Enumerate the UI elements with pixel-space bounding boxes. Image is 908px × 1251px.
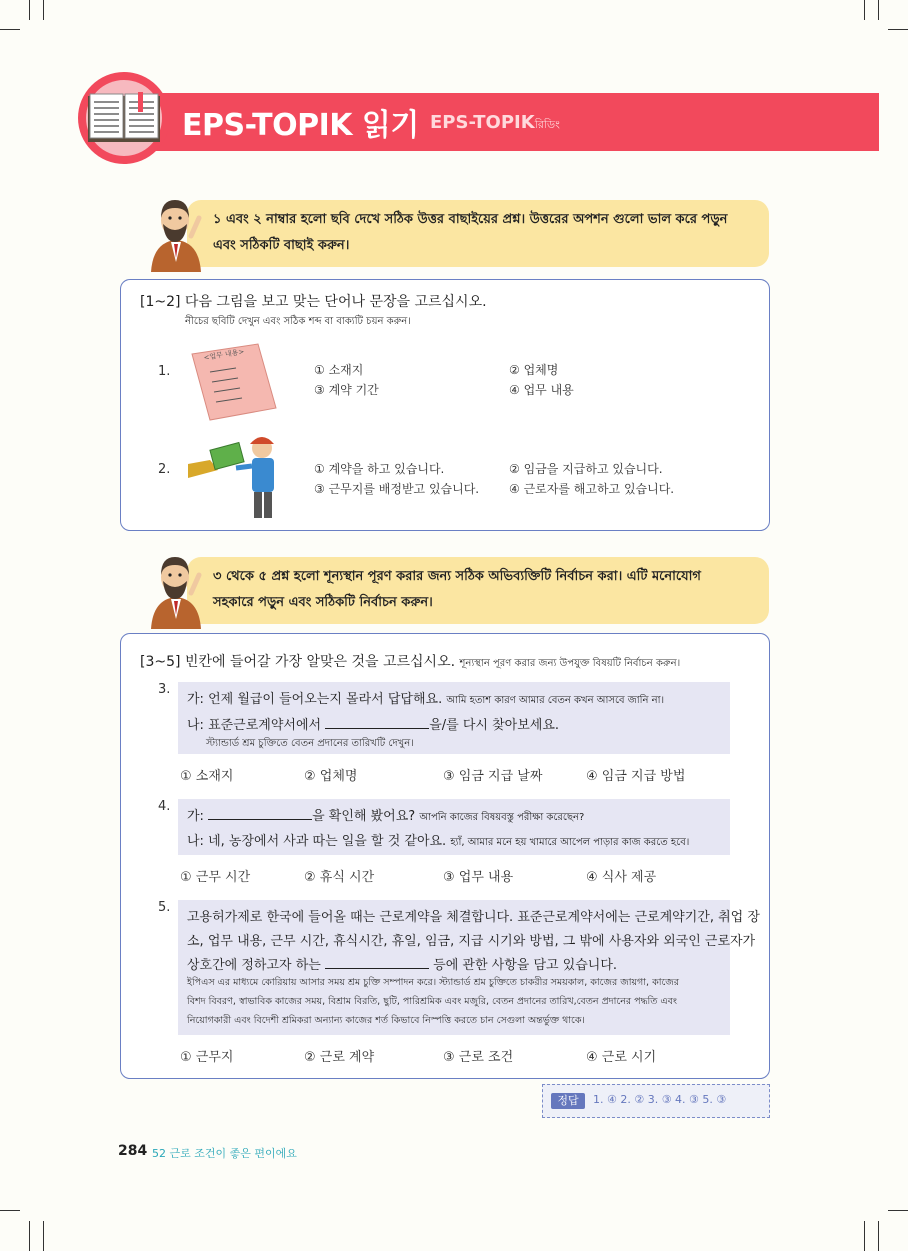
- answer-text: 1. ④ 2. ② 3. ③ 4. ③ 5. ③: [593, 1093, 727, 1106]
- crop-mark: [29, 0, 30, 20]
- line-ko-pre: 나: 표준근로계약서에서: [187, 718, 322, 733]
- line-ko: 가: 언제 월급이 들어오는지 몰라서 답답해요.: [187, 692, 443, 707]
- question-number: 3.: [158, 682, 171, 697]
- option-3[interactable]: ③ 임금 지급 날짜: [443, 769, 543, 784]
- chapter-title: 52 근로 조건이 좋은 편이에요: [152, 1147, 297, 1160]
- option-2[interactable]: ② 휴식 시간: [304, 870, 375, 885]
- passage-line: [187, 954, 617, 973]
- page-subtitle: [430, 112, 560, 135]
- crop-mark: [864, 1221, 865, 1251]
- crop-mark: [29, 1221, 30, 1251]
- dialogue-line: [187, 830, 689, 852]
- question-number: 4.: [158, 799, 171, 814]
- crop-mark: [878, 0, 879, 20]
- crop-mark: [0, 1210, 20, 1211]
- option-2[interactable]: ② 업체명: [509, 363, 559, 377]
- option-3[interactable]: ③ 근무지를 배정받고 있습니다.: [314, 482, 480, 496]
- passage-translation: নিয়োগকারী এবং বিদেশী শ্রমিকরা অন্যান্য কাজের শর্ত কিভাবে নিস্পত্তি করতে চান সেগুলা অন্তর্ভুক্ত থাকে।: [187, 1015, 585, 1026]
- document-illustration: [190, 342, 280, 422]
- line-ko-post: 을/를 다시 찾아보세요.: [429, 718, 560, 733]
- option-4[interactable]: ④ 근로자를 해고하고 있습니다.: [509, 482, 675, 496]
- book-icon: [86, 92, 162, 146]
- line-ko-post: 을 확인해 봤어요?: [312, 809, 416, 824]
- option-2[interactable]: ② 임금을 지급하고 있습니다.: [509, 462, 663, 476]
- dialogue-translation: স্ট্যান্ডার্ড শ্রম চুক্তিতে বেতন প্রদানের তারিখটি দেখুন।: [206, 738, 414, 749]
- section-subtitle: নীচের ছবিটি দেখুন এবং সঠিক শব্দ বা বাক্যটি চয়ন করুন।: [185, 316, 411, 327]
- crop-mark: [878, 1221, 879, 1251]
- option-4[interactable]: ④ 근로 시기: [586, 1050, 657, 1065]
- line-ko-pre: 가:: [187, 809, 204, 824]
- section-title: [140, 651, 680, 673]
- option-1[interactable]: ① 계약을 하고 있습니다.: [314, 462, 445, 476]
- instruction-text: [213, 207, 761, 259]
- section-title: [1~2] 다음 그림을 보고 맞는 단어나 문장을 고르십시오.: [140, 294, 487, 310]
- answer-blank: [325, 728, 429, 729]
- subtitle-small: রিডিং: [534, 118, 560, 131]
- dialogue-line: [187, 805, 584, 827]
- line-bn: হ্যাঁ, আমার মনে হয় খামারে আপেল পাড়ার কাজ করতে হবে।: [450, 837, 690, 848]
- option-3[interactable]: ③ 근로 조건: [443, 1050, 514, 1065]
- option-1[interactable]: ① 근무지: [180, 1050, 234, 1065]
- option-3[interactable]: ③ 업무 내용: [443, 870, 514, 885]
- option-4[interactable]: ④ 업무 내용: [509, 383, 574, 397]
- option-2[interactable]: ② 근로 계약: [304, 1050, 375, 1065]
- instruction-text: [213, 564, 761, 616]
- answer-blank: [325, 968, 429, 969]
- answer-badge: 정답: [551, 1093, 585, 1109]
- option-1[interactable]: ① 소재지: [314, 363, 364, 377]
- option-2[interactable]: ② 업체명: [304, 769, 358, 784]
- crop-mark: [888, 1210, 908, 1211]
- instruction-line: সহকারে পড়ুন এবং সঠিকটি নির্বাচন করুন।: [213, 595, 433, 610]
- line-ko: 나: 네, 농장에서 사과 따는 일을 할 것 같아요.: [187, 834, 447, 849]
- option-1[interactable]: ① 근무 시간: [180, 870, 251, 885]
- page-number: 284: [118, 1143, 148, 1159]
- answer-blank: [208, 819, 312, 820]
- dialogue-line: [187, 714, 559, 733]
- instruction-line: ১ এবং ২ নাম্বার হলো ছবি দেখে সঠিক উত্তর বাছাইয়ের প্রশ্ন। উত্তরের অপশন গুলো ভাল করে পড়ুন: [213, 212, 728, 227]
- question-number: 1.: [158, 364, 171, 379]
- line-ko-post: 등에 관한 사항을 담고 있습니다.: [433, 958, 618, 973]
- crop-mark: [43, 1221, 44, 1251]
- teacher-icon: [145, 196, 207, 272]
- crop-mark: [43, 0, 44, 20]
- option-3[interactable]: ③ 계약 기간: [314, 383, 379, 397]
- subtitle-main: EPS-TOPIK: [430, 112, 535, 133]
- crop-mark: [864, 0, 865, 20]
- crop-mark: [888, 29, 908, 30]
- teacher-icon: [145, 553, 207, 629]
- instruction-line: ৩ থেকে ৫ প্রশ্ন হলো শূন্যস্থান পূরণ করার জন্য সঠিক অভিব্যক্তিটি নির্বাচন করা। এটি মনোযোগ: [213, 569, 701, 584]
- section-subtitle: শূন্যস্থান পূরণ করার জন্য উপযুক্ত বিষয়টি নির্বাচন করুন।: [459, 658, 681, 669]
- passage-line: 소, 업무 내용, 근무 시간, 휴식시간, 휴일, 임금, 지급 시기와 방법, 그 밖에 사용자와 외국인 근로자가: [187, 934, 756, 949]
- line-bn: আমি হতাশ কারণ আমার বেতন কখন আসবে জানি না।: [446, 695, 665, 706]
- passage-translation: ইপিএস এর মাধ্যমে কোরিয়ায় আসার সময় শ্রম চুক্তি সম্পাদন করে। স্ট্যান্ডার্ড শ্রম চুক্তিতে চাকরীর সময়কাল, কাজের জায়গা, কাজের: [187, 977, 680, 988]
- payment-illustration: [188, 430, 288, 520]
- dialogue-line: [187, 688, 664, 710]
- instruction-line: এবং সঠিকটি বাছাই করুন।: [213, 238, 350, 253]
- option-4[interactable]: ④ 임금 지급 방법: [586, 769, 686, 784]
- option-1[interactable]: ① 소재지: [180, 769, 234, 784]
- line-bn: আপনি কাজের বিষয়বস্তু পরীক্ষা করেছেন?: [419, 812, 585, 823]
- section-title-ko: [3~5] 빈칸에 들어갈 가장 알맞은 것을 고르십시오.: [140, 654, 456, 670]
- page-title: EPS-TOPIK 읽기: [182, 108, 419, 143]
- line-ko-pre: 상호간에 정하고자 하는: [187, 958, 321, 973]
- crop-mark: [0, 29, 20, 30]
- passage-translation: বিশদ বিবরণ, স্বাভাবিক কাজের সময়, বিশ্রাম বিরতি, ছুটি, পারিশ্রমিক এবং মজুরি, বেতন প্রদানের তারিখ,বেতন প্রদানের পদ্ধতি এবং: [187, 996, 678, 1007]
- passage-line: 고용허가제로 한국에 들어올 때는 근로계약을 체결합니다. 표준근로계약서에는 근로계약기간, 취업 장: [187, 910, 760, 925]
- question-number: 2.: [158, 462, 171, 477]
- option-4[interactable]: ④ 식사 제공: [586, 870, 657, 885]
- paper-label: <업무 내용>: [203, 347, 245, 362]
- question-number: 5.: [158, 900, 171, 915]
